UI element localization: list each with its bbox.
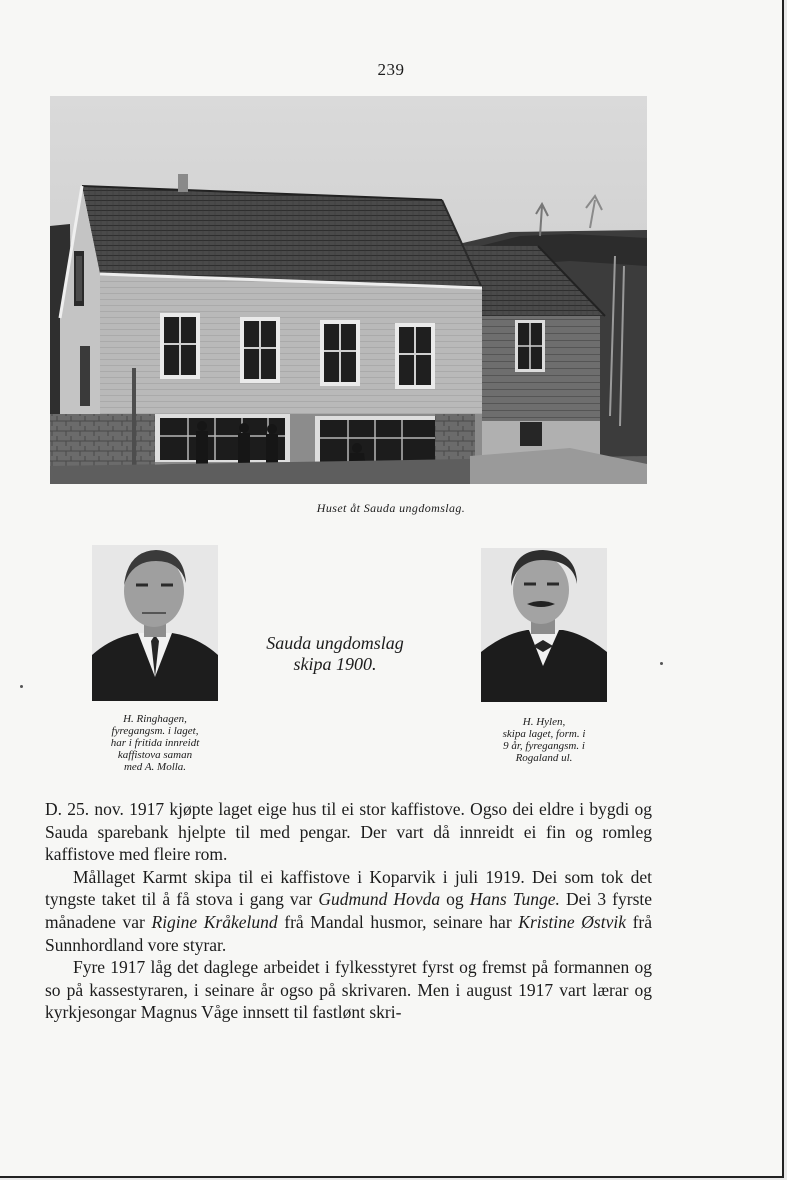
person-name: Gudmund Hovda [318,889,441,910]
left-portrait-caption [85,713,225,773]
caption-line: kaffistova saman [117,749,193,761]
caption-line: med A. Molla. [123,761,187,773]
portrait-ringhagen [92,545,218,701]
caption-line: H. Ringhagen, [123,713,187,725]
paragraph-1: D. 25. nov. 1917 kjøpte laget eige hus til ei stor kaffistove. Ogso dei eldre i bygdi og Sauda sparebank hjelpte til med pengar. Der vart då innreidt ei fin og romleg kaffistove med fleire rom. [45,799,652,865]
caption-line: H. Hylen, [522,716,566,728]
text-run: frå Sunnhordland vore styrar. [45,911,653,955]
caption-line: 9 år, fyregangsm. i [503,740,585,752]
text-run: Mållaget Karmt skipa til ei kaffistove i Koparvik i juli 1919. Dei som tok det tyngste taket til å få stova i gang var [45,866,652,910]
paragraph-3: Fyre 1917 låg det daglege arbeidet i fylkesstyret fyrst og fremst på formannen og so på kassestyraren, i seinare år ogso på skrivaren. Men i august 1917 vart lærar og kyrkjesongar Magnus Våge innsett til fastlønt skri- [45,957,652,1023]
text-run: frå Mandal husmor, seinare har [277,911,519,932]
right-portrait-caption [474,716,614,764]
caption-line: skipa laget, form. i [502,728,586,740]
person-name: Hans Tunge. [469,889,560,910]
text-run: Dei 3 fyrste månadene var [45,889,653,932]
person-name: Kristine Østvik [518,911,626,932]
text-run: og [440,889,470,910]
house-photo-caption: Huset åt Sauda ungdomslag. [316,501,466,515]
body-text [45,798,652,1024]
center-title [250,633,420,675]
scan-speck [20,685,23,688]
caption-line: har i fritida innreidt [110,737,200,749]
page-number: 239 [377,60,405,79]
caption-line: fyregangsm. i laget, [111,725,199,737]
paragraph-2 [45,866,652,956]
caption-line: Rogaland ul. [515,752,573,764]
person-name: Rigine Kråkelund [151,911,278,932]
portrait-hylen [481,548,607,702]
center-title-line2: skipa 1900. [293,654,377,674]
scan-speck [660,662,663,665]
center-title-line1: Sauda ungdomslag [266,633,404,653]
house-photo [50,96,647,484]
